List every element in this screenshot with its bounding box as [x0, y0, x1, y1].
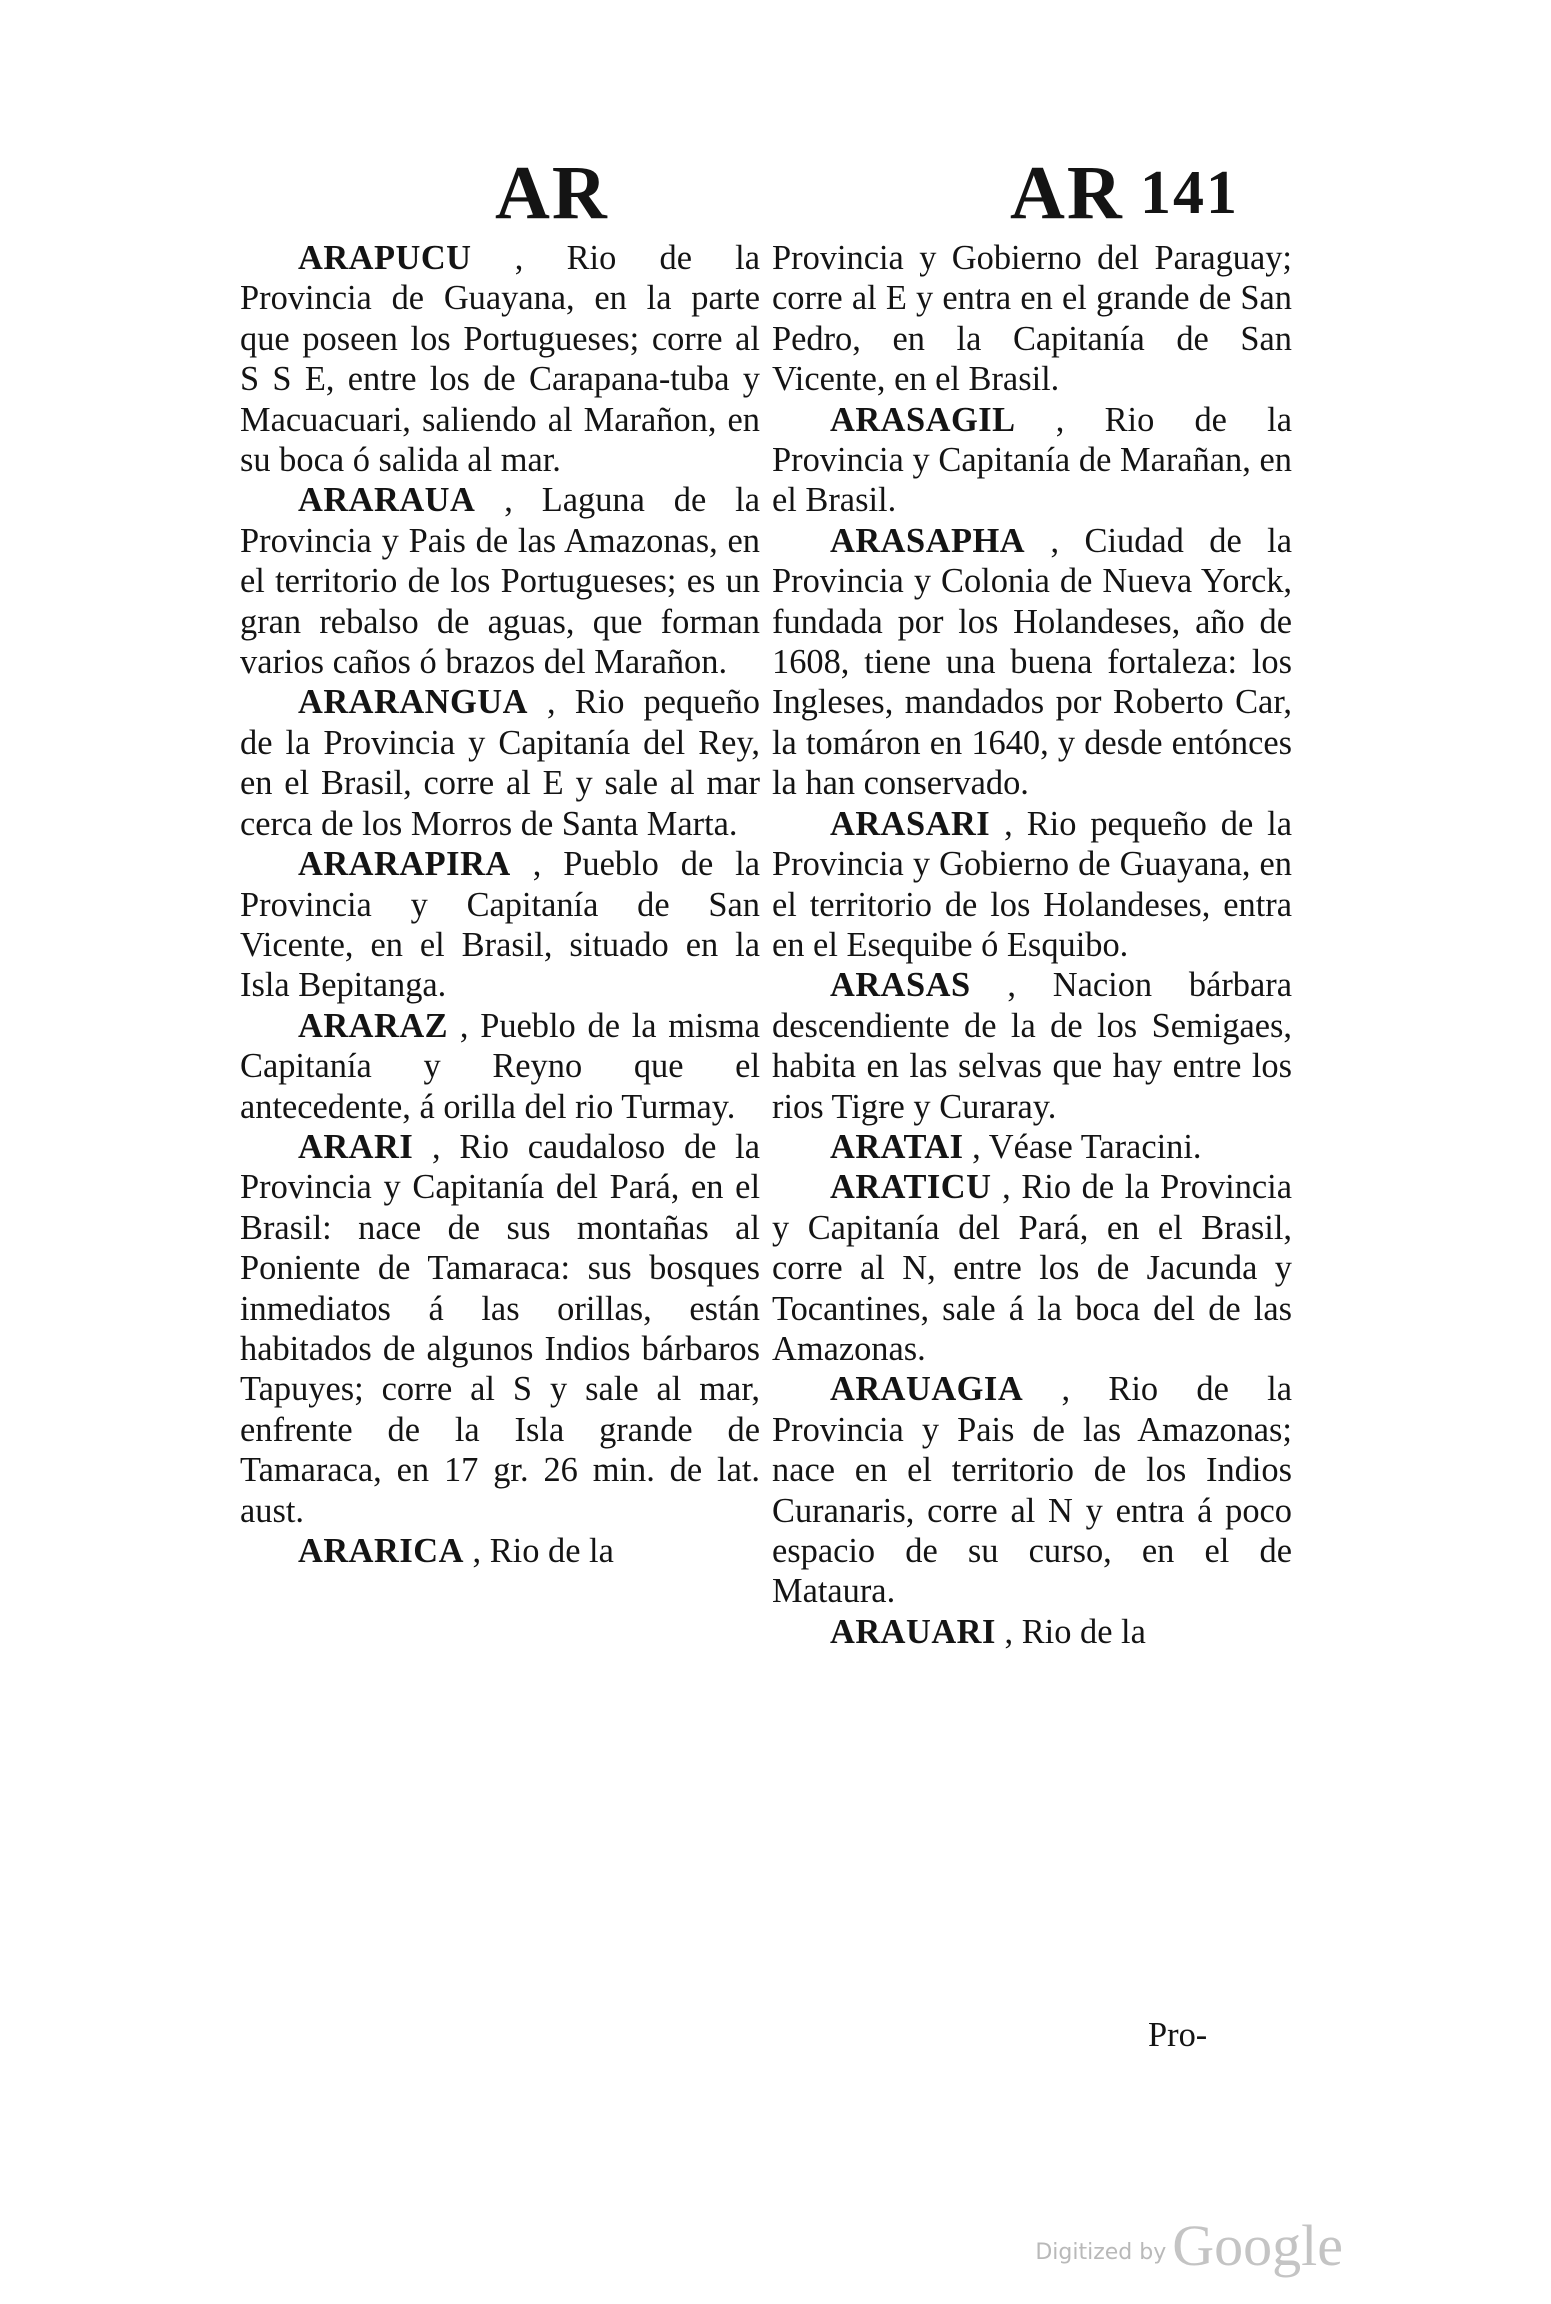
entry-continuation — [772, 238, 1292, 400]
entry-ararangua — [240, 682, 760, 844]
entry-headword: ARATICU — [830, 1168, 992, 1207]
entry-headword: ARARAZ — [298, 1006, 449, 1045]
entry-headword: ARARANGUA — [298, 683, 528, 722]
entry-headword: ARAUAGIA — [830, 1370, 1024, 1409]
entry-headword: ARASAGIL — [830, 400, 1016, 439]
entry-text: , Ciudad de la Provincia y Colonia de Nueva Yorck, fundada por los Holandeses, año de 1608, tiene una buena fortaleza: los Ingleses, mandados por Roberto Car, la tomáron en 1640, y desde entónces la han conservado. — [772, 521, 1292, 803]
entry-arauagia — [772, 1369, 1292, 1611]
entry-headword: ARASAPHA — [830, 521, 1026, 560]
entry-text: , Véase Taracini. — [972, 1127, 1202, 1166]
entry-ararau-a — [240, 480, 760, 682]
entry-arasari — [772, 804, 1292, 966]
running-header — [0, 148, 1551, 238]
catchword: Pro- — [1148, 2016, 1208, 2054]
entry-arasas — [772, 965, 1292, 1127]
google-logo-text: Google — [1172, 2213, 1343, 2278]
entry-headword: ARARAUA — [298, 481, 476, 520]
entry-text: , Rio de la — [1004, 1612, 1146, 1651]
entry-headword: ARATAI — [830, 1127, 964, 1166]
entry-ararapira — [240, 844, 760, 1006]
entry-text: , Rio de la Provincia de Guayana, en la parte que poseen los Portugueses; corre al S S E, entre los de Carapana-tuba y Macuacuari, saliendo al Marañon, en su boca ó salida al mar. — [240, 239, 760, 480]
entry-text: , Pueblo de la misma Capitanía y Reyno que el antecedente, á orilla del rio Turmay. — [240, 1006, 760, 1126]
watermark-prefix: Digitized by — [1035, 2240, 1167, 2265]
entry-text: , Rio pequeño de la Provincia y Gobierno de Guayana, en el territorio de los Holandeses, entra en el Esequibe ó Esquibo. — [772, 804, 1292, 964]
digitized-watermark — [1035, 2212, 1343, 2279]
entry-ararica — [240, 1531, 760, 1571]
right-column — [772, 238, 1292, 1652]
entry-aratai — [772, 1127, 1292, 1167]
entry-text: , Rio de la Provincia y Capitanía de Marañan, en el Brasil. — [772, 400, 1292, 520]
entry-arasapha — [772, 521, 1292, 804]
entry-text: , Rio de la Provincia y Capitanía del Pará, en el Brasil, corre al N, entre los de Jacunda y Tocantines, sale á la boca del de las Amazonas. — [772, 1168, 1292, 1368]
entry-headword: ARAUARI — [830, 1612, 996, 1651]
page-number: 141 — [1140, 159, 1239, 227]
entry-text: , Rio caudaloso de la Provincia y Capitanía del Pará, en el Brasil: nace de sus montañas al Poniente de Tamaraca: sus bosques inmediatos á las orillas, están habitados de algunos Indios bárbaros Tapuyes; corre al S y sale al mar, enfrente de la Isla grande de Tamaraca, en 17 gr. 26 min. de lat. aust. — [240, 1127, 761, 1530]
entry-araticu — [772, 1167, 1292, 1369]
entry-headword: ARAPUCU — [298, 239, 472, 277]
entry-text: , Nacion bárbara descendiente de la de los Semigaes, habita en las selvas que hay entre los rios Tigre y Curaray. — [772, 966, 1292, 1126]
entry-text: , Rio pequeño de la Provincia y Capitanía del Rey, en el Brasil, corre al E y sale al mar cerca de los Morros de Santa Marta. — [240, 683, 760, 843]
header-left-letters: AR — [495, 151, 609, 235]
left-column — [240, 238, 760, 1571]
entry-headword: ARARICA — [298, 1532, 464, 1570]
entry-arauari — [772, 1612, 1292, 1652]
entry-text: Provincia y Gobierno del Paraguay; corre al E y entra en el grande de San Pedro, en la Capitanía de San Vicente, en el Brasil. — [772, 239, 1292, 399]
entry-arari — [240, 1127, 760, 1531]
entry-arapucu — [240, 238, 760, 480]
entry-headword: ARARAPIRA — [298, 845, 511, 884]
entry-headword: ARASAS — [830, 966, 971, 1005]
entry-arasagil — [772, 400, 1292, 521]
entry-text: , Pueblo de la Provincia y Capitanía de San Vicente, en el Brasil, situado en la Isla Bepitanga. — [240, 845, 760, 1005]
entry-headword: ARASARI — [830, 804, 991, 843]
entry-headword: ARARI — [298, 1127, 414, 1166]
entry-araraz — [240, 1006, 760, 1127]
header-right-letters: AR — [1010, 151, 1124, 235]
entry-text: , Rio de la Provincia y Pais de las Amazonas; nace en el territorio de los Indios Curanaris, corre al N y entra á poco espacio de su curso, en el de Mataura. — [772, 1370, 1292, 1611]
entry-text: , Laguna de la Provincia y Pais de las Amazonas, en el territorio de los Portugueses; es un gran rebalso de aguas, que forman varios caños ó brazos del Marañon. — [240, 481, 760, 682]
entry-text: , Rio de la — [472, 1532, 614, 1570]
